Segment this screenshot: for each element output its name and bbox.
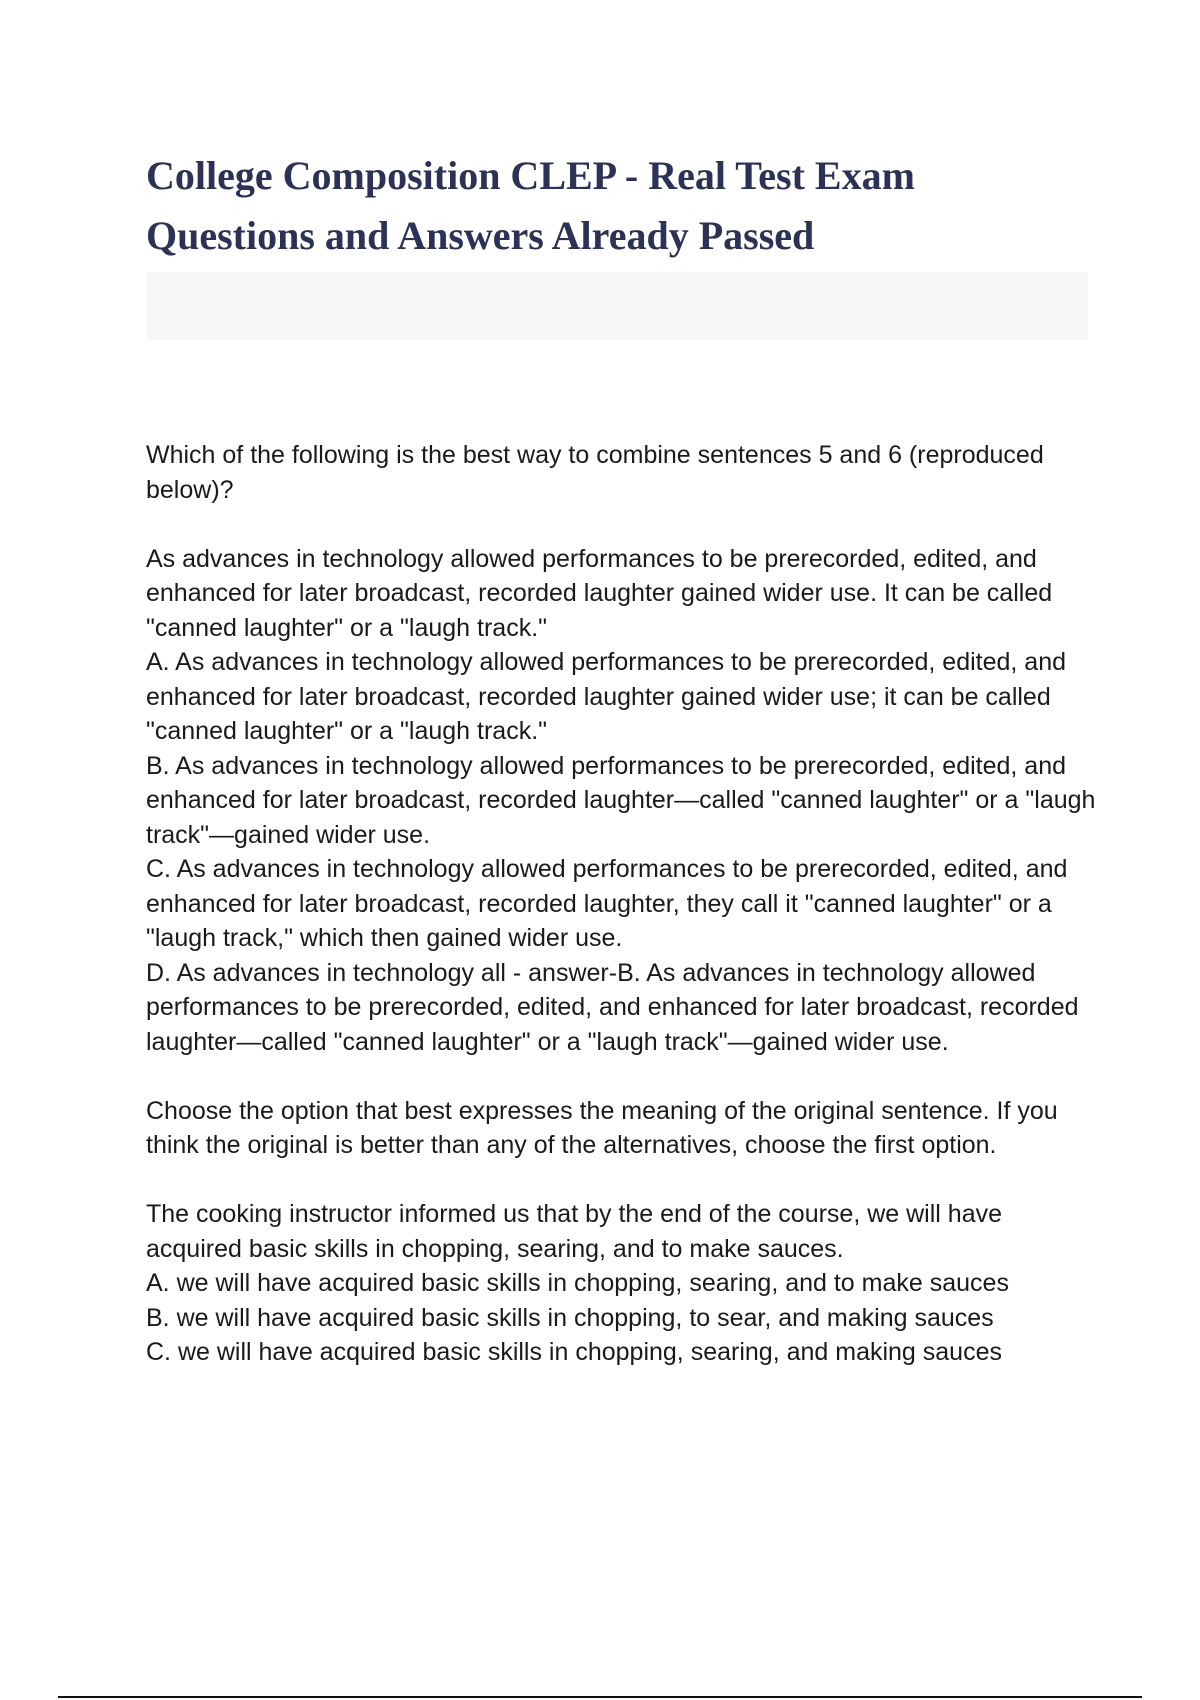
question-2-sentence: The cooking instructor informed us that by the end of the course, we will have acquired basic skills in chopping, searing, and to make sauces. (146, 1200, 1003, 1263)
question-1-option-a: A. As advances in technology allowed performances to be prerecorded, edited, and enhanced for later broadcast, recorded laughter gained wider use; it can be called "canned laughter" or a "laugh track." (146, 648, 1067, 745)
question-1-passage: As advances in technology allowed performances to be prerecorded, edited, and enhanced for later broadcast, recorded laughter gained wider use. It can be called "canned laughter" or a "laugh track." (146, 544, 1053, 642)
question-1-prompt: Which of the following is the best way to combine sentences 5 and 6 (reproduced below)? (146, 441, 1044, 504)
question-2-option-a: A. we will have acquired basic skills in chopping, searing, and to make sauces (146, 1269, 1009, 1297)
paragraph-gap (146, 507, 1096, 542)
footer-divider (58, 1696, 1142, 1698)
title-shaded-band (146, 272, 1088, 340)
paragraph-gap (146, 1163, 1096, 1198)
page-title: College Composition CLEP - Real Test Exam Questions and Answers Already Passed (146, 153, 915, 258)
document-body (146, 438, 1096, 1370)
question-1-option-b: B. As advances in technology allowed performances to be prerecorded, edited, and enhanced for later broadcast, recorded laughter—called "canned laughter" or a "laugh track"—gained wider use. (146, 751, 1096, 849)
paragraph-gap (146, 1059, 1096, 1094)
question-1-option-d-answer: D. As advances in technology all - answer-B. As advances in technology allowed performances to be prerecorded, edited, and enhanced for later broadcast, recorded laughter—called "canned laughter" or a "laugh track"—gained wider use. (146, 958, 1079, 1056)
question-1-option-c: C. As advances in technology allowed performances to be prerecorded, edited, and enhanced for later broadcast, recorded laughter, they call it "canned laughter" or a "laugh track," which then gained wider use. (146, 855, 1068, 952)
question-2-instruction: Choose the option that best expresses the meaning of the original sentence. If you think the original is better than any of the alternatives, choose the first option. (146, 1096, 1058, 1159)
question-2-option-b: B. we will have acquired basic skills in chopping, to sear, and making sauces (146, 1303, 994, 1332)
question-2-option-c: C. we will have acquired basic skills in chopping, searing, and making sauces (146, 1338, 1002, 1366)
